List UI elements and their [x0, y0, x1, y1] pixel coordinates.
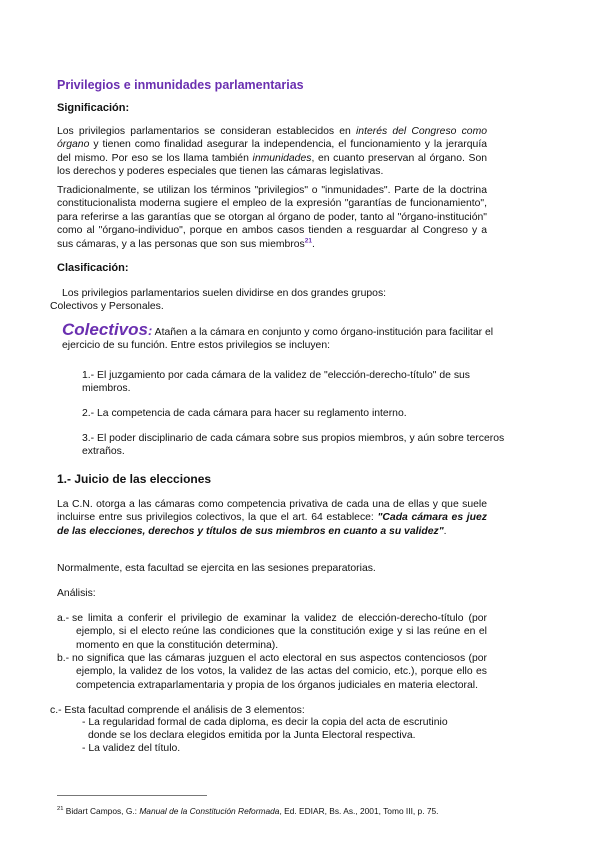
clasificacion-line-2: Colectivos y Personales. [50, 301, 164, 312]
footnote-21: $^{21}$ Bidart Campos, G.: Manual de la Constitución Reformada, Ed. EDIAR, Bs. As., 2001, Tomo III, p. 75. [57, 806, 439, 816]
analisis-item-b: b.- no significa que las cámaras juzguen el acto electoral en sus aspectos contenciosos (por ejemplo, la validez de los votos, la validez de las actas del comicio, etc.), porque ello es competencia extraparlamentaria y propia de los órganos judiciales en materia electoral. [57, 653, 487, 691]
colectivos-intro: Colectivos: Atañen a la cámara en conjunto y como órgano-institución para facilitar el ejercicio de su función. Entre estos privilegios se incluyen: [62, 320, 494, 352]
footnote-ref-21[interactable]: 21 [304, 237, 312, 245]
dash-item-validez-titulo: - La validez del título. [82, 743, 181, 754]
paragraph-significacion: Los privilegios parlamentarios se consideran establecidos en interés del Congreso como órgano y tienen como finalidad asegurar la independencia, el funcionamiento y la jerarquía del mismo. Por eso se los llama también inmunidades, en cuanto preservan al órgano. Son los derechos y poderes especiales que tienen las cámaras legislativas. [57, 126, 487, 178]
paragraph-tradicionalmente: Tradicionalmente, se utilizan los términos "privilegios" o "inmunidades". Parte de la doctrina constitucionalista moderna sugiere el empleo de la expresión "garantías de funcionamiento", para referirse a las garantías que se otorgan al órgano de poder, tanto al "órgano-institución" como al "órgano-individuo", porque en ambos casos tienden a resguardar al Congreso y a sus cámaras, y a las personas que son sus miembros$^{21}$. [57, 185, 487, 250]
analisis-item-c: c.- Esta facultad comprende el análisis de 3 elementos: [50, 705, 305, 716]
heading-significacion: Significación: [57, 102, 130, 114]
heading-clasificacion: Clasificación: [57, 262, 129, 274]
footnote-divider [57, 795, 207, 796]
heading-juicio-elecciones: 1.- Juicio de las elecciones [57, 472, 212, 486]
colectivos-item-1: 1.- El juzgamiento por cada cámara de la validez de "elección-derecho-título" de sus miembros. [82, 370, 471, 395]
analisis-item-a: a.- se limita a conferir el privilegio de examinar la validez de elección-derecho-título (por ejemplo, si el electo reúne las condiciones que la constitución exige y si las reúne en el momento en que la constitución determina). [57, 613, 487, 651]
page-title: Privilegios e inmunidades parlamentarias [57, 78, 304, 92]
paragraph-normalmente: Normalmente, esta facultad se ejercita en las sesiones preparatorias. [57, 563, 376, 574]
analisis-label: Análisis: [57, 588, 96, 599]
clasificacion-line-1: Los privilegios parlamentarios suelen dividirse en dos grandes grupos: [62, 288, 387, 299]
paragraph-cn-otorga: La C.N. otorga a las cámaras como competencia privativa de cada una de ellas y que suele incluirse entre sus privilegios colectivos, la que el art. 64 establece: "Cada cámara es juez de las elecciones, derechos y títulos de sus miembros en cuanto a su validez". [57, 499, 487, 537]
colectivos-item-2: 2.- La competencia de cada cámara para hacer su reglamento interno. [82, 408, 407, 419]
dash-item-diploma: - La regularidad formal de cada diploma, es decir la copia del acta de escrutinio donde se los declara elegidos emitida por la Junta Electoral respectiva. [82, 717, 448, 742]
colectivos-item-3: 3.- El poder disciplinario de cada cámara sobre sus propios miembros, y aún sobre terceros extraños. [82, 433, 505, 458]
colectivos-heading: Colectivos [62, 320, 148, 339]
